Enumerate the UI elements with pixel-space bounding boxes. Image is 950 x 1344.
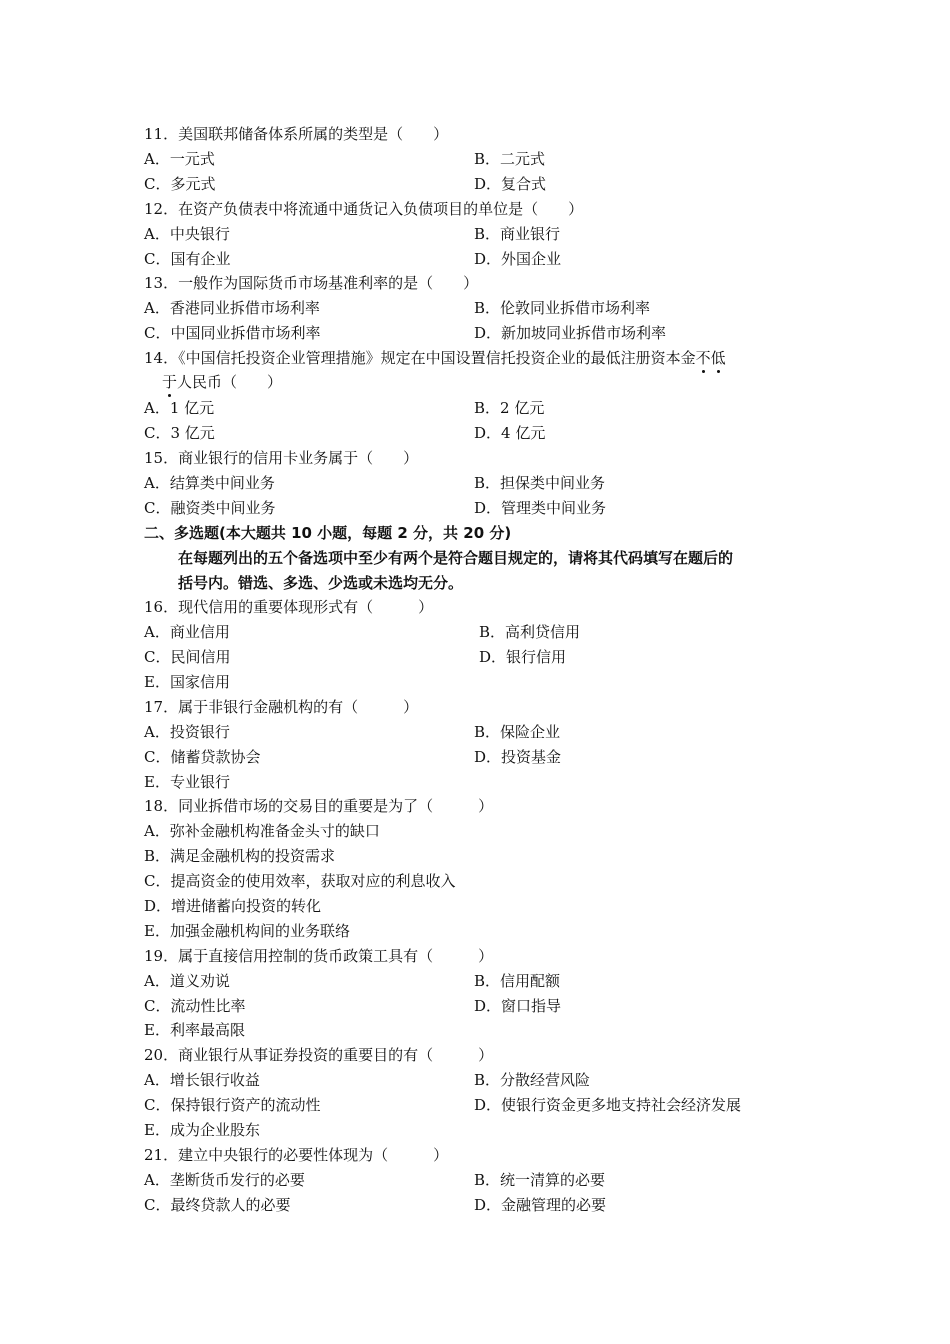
question-14-options-cd bbox=[144, 421, 844, 446]
question-18-stem: 18．同业拆借市场的交易目的重要是为了（ ） bbox=[144, 797, 494, 815]
option-b: B．分散经营风险 bbox=[474, 1071, 591, 1089]
emphasis-char: 于 bbox=[162, 370, 177, 395]
question-19-stem: 19．属于直接信用控制的货币政策工具有（ ） bbox=[144, 947, 494, 965]
stem-text: 人民币（ ） bbox=[177, 373, 283, 391]
option-d: D．窗口指导 bbox=[474, 997, 562, 1015]
question-14-stem-line2 bbox=[162, 370, 282, 395]
question-13-options-cd bbox=[144, 321, 844, 346]
question-16-options-ab bbox=[144, 620, 844, 645]
option-b: B．2 亿元 bbox=[474, 399, 545, 417]
option-a: A．商业信用 bbox=[144, 623, 230, 641]
option-b: B．伦敦同业拆借市场利率 bbox=[474, 299, 651, 317]
stem-text: 14．《中国信托投资企业管理措施》规定在中国设置信托投资企业的最低注册资本金 bbox=[144, 349, 696, 367]
question-20-stem: 20．商业银行从事证券投资的重要目的有（ ） bbox=[144, 1046, 494, 1064]
option-c: C．储蓄贷款协会 bbox=[144, 748, 261, 766]
question-17-options-cd bbox=[144, 745, 844, 770]
option-c: C．流动性比率 bbox=[144, 997, 246, 1015]
option-d: D．金融管理的必要 bbox=[474, 1196, 607, 1214]
question-13-stem: 13．一般作为国际货币市场基准利率的是（ ） bbox=[144, 274, 479, 292]
option-c: C．国有企业 bbox=[144, 250, 231, 268]
question-12-options-cd bbox=[144, 247, 844, 272]
question-18-option-c: C．提高资金的使用效率，获取对应的利息收入 bbox=[144, 872, 456, 890]
option-d: D．使银行资金更多地支持社会经济发展 bbox=[474, 1096, 742, 1114]
option-d: D．投资基金 bbox=[474, 748, 562, 766]
option-a: A．垄断货币发行的必要 bbox=[144, 1171, 305, 1189]
option-d: D．外国企业 bbox=[474, 250, 562, 268]
option-b: B．信用配额 bbox=[474, 972, 561, 990]
question-15-options-ab bbox=[144, 471, 844, 496]
option-c: C．最终贷款人的必要 bbox=[144, 1196, 291, 1214]
question-12-stem: 12．在资产负债表中将流通中通货记入负债项目的单位是（ ） bbox=[144, 200, 584, 218]
question-17-options-ab bbox=[144, 720, 844, 745]
option-b: B．保险企业 bbox=[474, 723, 561, 741]
option-a: A．香港同业拆借市场利率 bbox=[144, 299, 320, 317]
option-a: A．中央银行 bbox=[144, 225, 230, 243]
option-b: B．高利贷信用 bbox=[479, 623, 581, 641]
option-d: D．复合式 bbox=[474, 175, 547, 193]
question-20-options-ab bbox=[144, 1068, 844, 1093]
question-17-option-e: E．专业银行 bbox=[144, 773, 230, 791]
section-2-instructions-line1: 在每题列出的五个备选项中至少有两个是符合题目规定的，请将其代码填写在题后的 bbox=[178, 549, 734, 567]
section-2-title: 二、多选题(本大题共 10 小题，每题 2 分，共 20 分) bbox=[144, 524, 512, 542]
question-20-options-cd bbox=[144, 1093, 844, 1118]
question-16-options-cd bbox=[144, 645, 844, 670]
option-a: A．1 亿元 bbox=[144, 399, 215, 417]
emphasis-char: 不 bbox=[696, 346, 711, 371]
option-c: C．多元式 bbox=[144, 175, 216, 193]
question-18-option-d: D．增进储蓄向投资的转化 bbox=[144, 897, 322, 915]
question-17-stem: 17．属于非银行金融机构的有（ ） bbox=[144, 698, 419, 716]
question-13-options-ab bbox=[144, 296, 844, 321]
question-11-stem: 11．美国联邦储备体系所属的类型是（ ） bbox=[144, 125, 449, 143]
option-b: B．二元式 bbox=[474, 150, 546, 168]
option-d: D．管理类中间业务 bbox=[474, 499, 607, 517]
option-c: C．3 亿元 bbox=[144, 424, 215, 442]
question-21-options-cd bbox=[144, 1193, 844, 1218]
question-19-option-e: E．利率最高限 bbox=[144, 1021, 245, 1039]
option-d: D．4 亿元 bbox=[474, 424, 546, 442]
option-c: C．中国同业拆借市场利率 bbox=[144, 324, 321, 342]
option-b: B．统一清算的必要 bbox=[474, 1171, 606, 1189]
option-c: C．融资类中间业务 bbox=[144, 499, 276, 517]
option-a: A．结算类中间业务 bbox=[144, 474, 275, 492]
option-a: A．一元式 bbox=[144, 150, 215, 168]
option-c: C．保持银行资产的流动性 bbox=[144, 1096, 321, 1114]
option-a: A．道义劝说 bbox=[144, 972, 230, 990]
question-12-options-ab bbox=[144, 222, 844, 247]
question-21-stem: 21．建立中央银行的必要性体现为（ ） bbox=[144, 1146, 449, 1164]
question-14-options-ab bbox=[144, 396, 844, 421]
option-d: D．银行信用 bbox=[479, 648, 567, 666]
option-b: B．担保类中间业务 bbox=[474, 474, 606, 492]
option-d: D．新加坡同业拆借市场利率 bbox=[474, 324, 667, 342]
question-18-option-b: B．满足金融机构的投资需求 bbox=[144, 847, 336, 865]
question-19-options-ab bbox=[144, 969, 844, 994]
section-2-instructions-line2: 括号内。错选、多选、少选或未选均无分。 bbox=[178, 574, 464, 592]
question-19-options-cd bbox=[144, 994, 844, 1019]
option-c: C．民间信用 bbox=[144, 648, 231, 666]
option-a: A．投资银行 bbox=[144, 723, 230, 741]
option-b: B．商业银行 bbox=[474, 225, 561, 243]
question-18-option-a: A．弥补金融机构准备金头寸的缺口 bbox=[144, 822, 380, 840]
question-16-option-e: E．国家信用 bbox=[144, 673, 230, 691]
question-11-options-cd bbox=[144, 172, 844, 197]
question-15-options-cd bbox=[144, 496, 844, 521]
question-21-options-ab bbox=[144, 1168, 844, 1193]
question-18-option-e: E．加强金融机构间的业务联络 bbox=[144, 922, 350, 940]
question-14-stem-line1 bbox=[144, 346, 726, 371]
emphasis-char: 低 bbox=[711, 346, 726, 371]
question-16-stem: 16．现代信用的重要体现形式有（ ） bbox=[144, 598, 434, 616]
question-15-stem: 15．商业银行的信用卡业务属于（ ） bbox=[144, 449, 419, 467]
question-11-options-ab bbox=[144, 147, 844, 172]
option-a: A．增长银行收益 bbox=[144, 1071, 260, 1089]
question-20-option-e: E．成为企业股东 bbox=[144, 1121, 260, 1139]
